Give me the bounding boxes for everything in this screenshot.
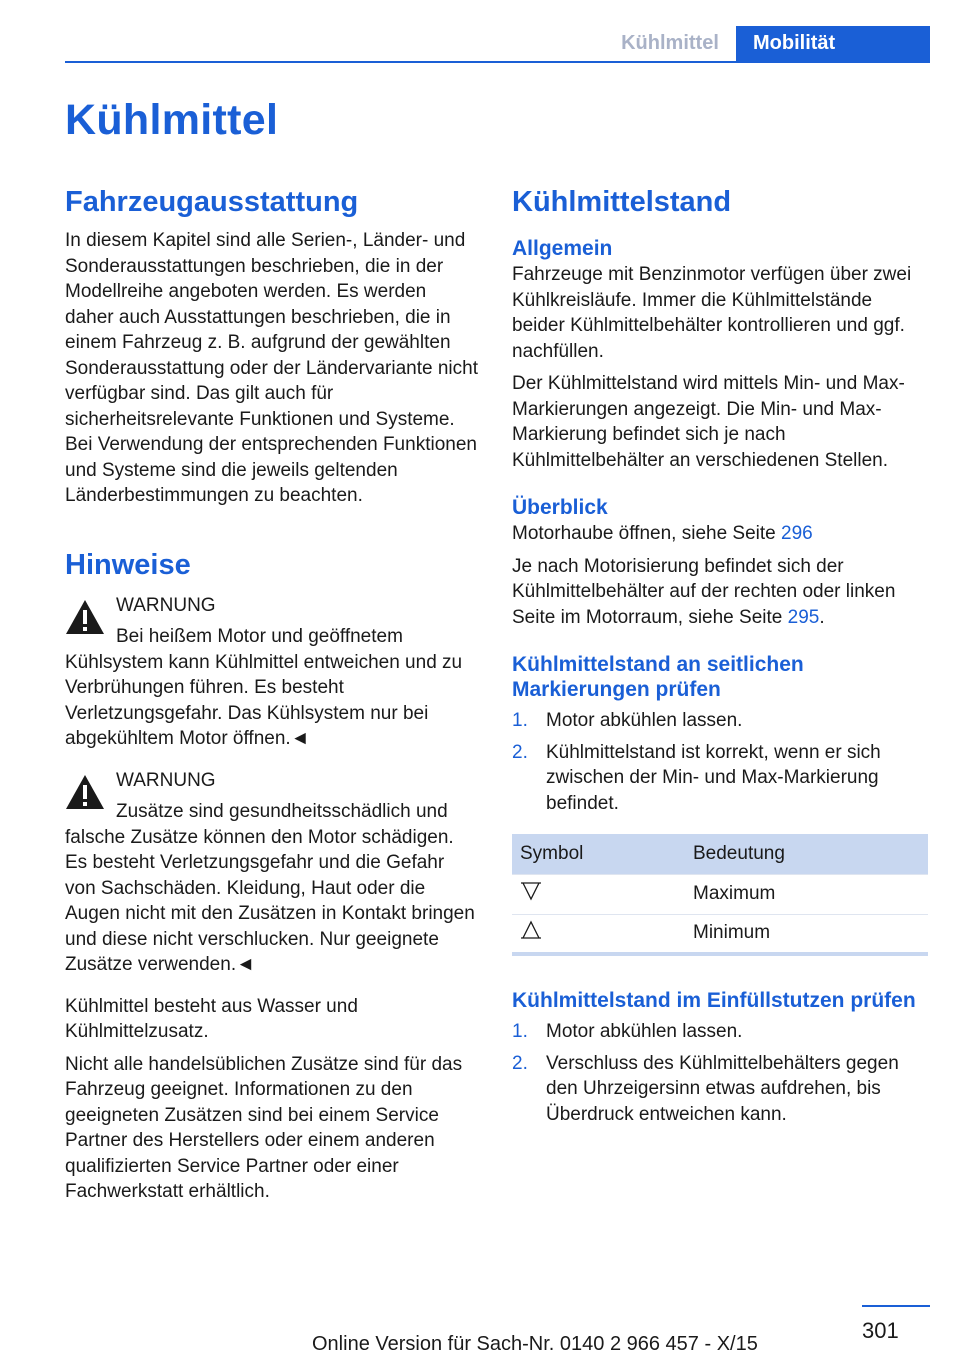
header-rule xyxy=(65,61,930,63)
overview-section xyxy=(512,495,930,630)
warning-body: Zusätze sind gesundheitsschädlich und falsche Zusätze können den Motor schädigen. Es besteht Verletzungsgefahr und die Gefahr von Sachschäden. Kleidung, Haut oder die Augen nicht mit den Zusätzen in Kontakt bringen und diese nicht verschlucken. Nur geeignete Zusätze verwenden.◄ xyxy=(65,801,475,975)
footer-rule xyxy=(862,1305,930,1307)
table-row xyxy=(512,874,928,914)
right-column xyxy=(512,184,930,1145)
warning-title: WARNUNG xyxy=(116,594,216,616)
tab-chapter-mobilitaet[interactable]: Mobilität xyxy=(736,26,930,61)
table-cell-meaning: Minimum xyxy=(685,914,928,954)
additives-info-text: Nicht alle handelsüblichen Zusätze sind für das Fahrzeug geeignet. Informationen zu den geeigneten Zusätzen sind bei einem Service Partner des Herstellers oder einem anderen qualifizierten Service Partner oder einer Fachwerkstatt erhältlich. xyxy=(65,1053,463,1202)
overview-heading: Überblick xyxy=(512,496,608,519)
general-text-2: Der Kühlmittelstand wird mittels Min- und Max-Markierungen angezeigt. Die Min- und Max-Markierung befindet sich je nach Kühlmittelbehälter an verschiedenen Stellen. xyxy=(512,373,905,471)
warning-triangle-icon xyxy=(65,599,105,635)
warning-block xyxy=(65,768,480,978)
equipment-section xyxy=(65,184,480,509)
side-marks-section xyxy=(512,652,930,956)
general-text-1: Fahrzeuge mit Benzinmotor verfügen über zwei Kühlkreisläufe. Immer die Kühlmittelstände beider Kühlmittelbehälter kontrollieren und ggf. nachfüllen. xyxy=(512,264,912,362)
list-item xyxy=(512,1051,930,1128)
list-item xyxy=(512,708,930,734)
list-item xyxy=(512,1019,930,1045)
symbol-table xyxy=(512,834,928,956)
filler-neck-section xyxy=(512,988,930,1127)
coolant-level-heading: Kühlmittelstand xyxy=(512,186,732,218)
general-heading: Allgemein xyxy=(512,237,613,260)
step-text: Motor abkühlen lassen. xyxy=(546,710,743,731)
filler-neck-heading: Kühlmittelstand im Einfüllstutzen prüfen xyxy=(512,989,916,1012)
step-text: Kühlmittelstand ist korrekt, wenn er sich zwischen der Min- und Max-Markierung befindet. xyxy=(546,741,881,814)
overview-text-2-end: . xyxy=(819,606,825,628)
equipment-text: In diesem Kapitel sind alle Serien-, Länder- und Sonderausstattungen beschrieben, die in der Modellreihe angeboten werden. Es werden daher auch Ausstattungen beschrieben, die in einem Fahrzeug z. B. aufgrund der gewählten Sonderausstattung oder der Ländervariante nicht verfügbar sind. Das gilt auch für sicherheitsrelevante Funktionen und Systeme. Bei Verwendung der entsprechenden Funktionen und Systeme sind die jeweils geltenden Länderbestimmungen zu beachten. xyxy=(65,230,478,506)
online-version-note: Online Version für Sach-Nr. 0140 2 966 457 - X/15 xyxy=(312,1333,758,1355)
general-section xyxy=(512,236,930,473)
table-header-symbol: Symbol xyxy=(512,834,685,874)
tab-section-kuehlmittel[interactable]: Kühlmittel xyxy=(621,32,719,54)
table-row xyxy=(512,914,928,954)
step-text: Verschluss des Kühlmittelbehälters gegen den Uhrzeigersinn etwas aufdrehen, bis Überdruck entweichen kann. xyxy=(546,1052,899,1125)
min-mark-icon xyxy=(520,920,542,940)
page-title: Kühlmittel xyxy=(65,96,279,144)
max-mark-icon xyxy=(520,881,542,901)
table-cell-symbol xyxy=(512,914,685,954)
side-marks-steps xyxy=(512,708,930,816)
equipment-heading: Fahrzeugausstattung xyxy=(65,186,359,218)
page-link-296[interactable]: 296 xyxy=(781,523,813,544)
table-cell-symbol xyxy=(512,874,685,914)
step-number: 2. xyxy=(512,1052,528,1074)
step-number: 1. xyxy=(512,710,528,731)
overview-text-2-label: Je nach Motorisierung befindet sich der Kühlmittelbehälter auf der rechten oder linken Seite im Motorraum, siehe Seite xyxy=(512,555,896,628)
warning-block xyxy=(65,593,480,752)
table-header-meaning: Bedeutung xyxy=(685,834,928,874)
table-cell-meaning: Maximum xyxy=(685,874,928,914)
overview-text-2 xyxy=(512,554,930,631)
overview-text-1-label: Motorhaube öffnen, siehe Seite xyxy=(512,523,782,544)
notes-section xyxy=(65,547,480,1205)
warning-title: WARNUNG xyxy=(116,769,216,791)
overview-text-1 xyxy=(512,521,930,547)
coolant-composition-text: Kühlmittel besteht aus Wasser und Kühlmittelzusatz. xyxy=(65,995,358,1042)
filler-neck-steps xyxy=(512,1019,930,1127)
step-text: Motor abkühlen lassen. xyxy=(546,1021,743,1042)
page-number: 301 xyxy=(862,1318,899,1343)
warning-body: Bei heißem Motor und geöffnetem Kühlsystem kann Kühlmittel entweichen und zu Verbrühungen führen. Es besteht Verletzungsgefahr. Das Kühlsystem nur bei abgekühltem Motor öffnen.◄ xyxy=(65,626,463,749)
table-header-row xyxy=(512,834,928,874)
warning-triangle-icon xyxy=(65,774,105,810)
notes-heading: Hinweise xyxy=(65,548,191,581)
side-marks-heading: Kühlmittelstand an seitlichen Markierungen prüfen xyxy=(512,653,804,701)
list-item xyxy=(512,740,930,817)
step-number: 2. xyxy=(512,741,528,763)
step-number: 1. xyxy=(512,1021,528,1042)
page-link-295[interactable]: 295 xyxy=(787,606,820,628)
left-column xyxy=(65,184,480,1212)
